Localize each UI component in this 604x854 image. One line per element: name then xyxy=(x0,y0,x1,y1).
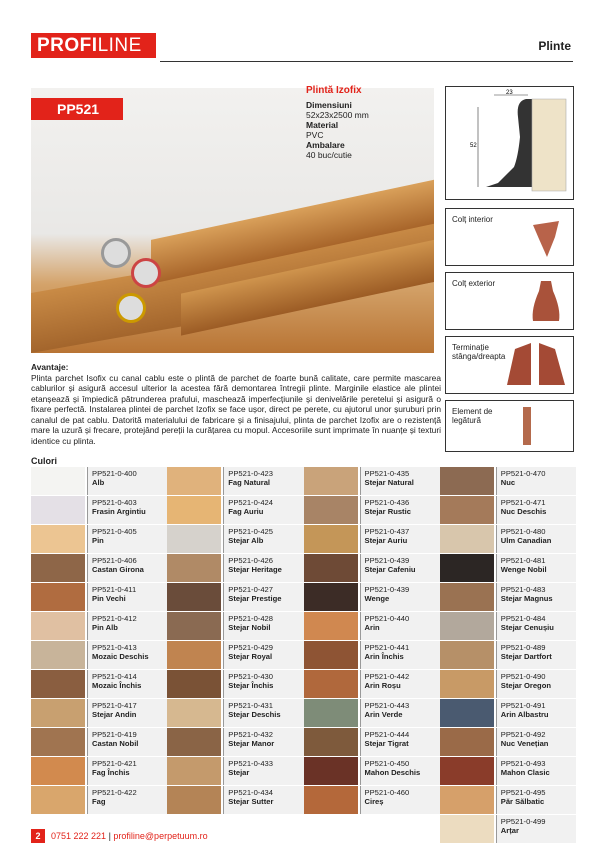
color-code: PP521-0-430 xyxy=(228,672,274,681)
color-swatch xyxy=(304,554,358,582)
color-swatch-item xyxy=(167,583,303,612)
color-caption xyxy=(87,612,167,640)
color-code: PP521-0-443 xyxy=(364,701,410,710)
color-swatch-item xyxy=(167,612,303,641)
packaging-value: 40 buc/cutie xyxy=(306,150,352,160)
color-caption xyxy=(496,728,576,756)
color-swatch xyxy=(31,612,85,640)
accessory-inner-corner xyxy=(445,208,574,266)
color-swatch-item xyxy=(31,467,167,496)
color-code: PP521-0-495 xyxy=(500,788,546,797)
color-swatch xyxy=(304,467,358,495)
color-name: Nuc Venețian xyxy=(500,739,549,748)
color-caption xyxy=(496,670,576,698)
footer-separator: | xyxy=(106,831,114,841)
color-caption xyxy=(496,757,576,785)
color-code: PP521-0-405 xyxy=(92,527,137,536)
color-name: Pin Alb xyxy=(92,623,118,632)
color-swatch-item xyxy=(31,554,167,583)
color-code: PP521-0-491 xyxy=(500,701,546,710)
color-name: Fag xyxy=(92,797,106,806)
advantages-title: Avantaje: xyxy=(31,362,69,372)
color-name: Stejar Deschis xyxy=(228,710,281,719)
color-name: Arin Roșu xyxy=(364,681,401,690)
color-swatch-item xyxy=(31,641,167,670)
color-swatch-item xyxy=(304,728,440,757)
color-code: PP521-0-442 xyxy=(364,672,410,681)
color-code: PP521-0-432 xyxy=(228,730,274,739)
color-swatch-item xyxy=(304,583,440,612)
color-swatch-item xyxy=(440,670,576,699)
color-name: Alb xyxy=(92,478,105,487)
color-name: Stejar Auriu xyxy=(364,536,408,545)
color-name: Păr Sălbatic xyxy=(500,797,545,806)
color-swatch xyxy=(440,525,494,553)
color-swatch-item xyxy=(31,496,167,525)
color-caption xyxy=(360,786,440,814)
color-swatch xyxy=(304,583,358,611)
color-swatch-item xyxy=(304,815,440,844)
color-swatch xyxy=(304,728,358,756)
color-swatch xyxy=(440,641,494,669)
color-swatch-item xyxy=(31,525,167,554)
color-code: PP521-0-481 xyxy=(500,556,546,565)
color-caption xyxy=(87,786,167,814)
color-name: Stejar xyxy=(228,768,250,777)
color-name: Stejar Cenușiu xyxy=(500,623,554,632)
end-cap-icon xyxy=(505,341,567,389)
color-name: Pin xyxy=(92,536,104,545)
color-swatch xyxy=(31,467,85,495)
footer xyxy=(31,829,208,843)
outer-corner-icon xyxy=(529,279,563,325)
product-code-badge: PP521 xyxy=(31,98,123,120)
color-code: PP521-0-413 xyxy=(92,643,137,652)
brand-bold: PROFI xyxy=(37,35,98,56)
color-code: PP521-0-422 xyxy=(92,788,137,797)
color-swatch-item xyxy=(31,699,167,728)
color-name: Wenge xyxy=(364,594,390,603)
product-info xyxy=(306,86,436,160)
color-name: Stejar Heritage xyxy=(228,565,282,574)
dimensions-value: 52x23x2500 mm xyxy=(306,110,369,120)
color-swatch-item xyxy=(31,612,167,641)
color-code: PP521-0-480 xyxy=(500,527,546,536)
color-code: PP521-0-490 xyxy=(500,672,546,681)
color-swatch-item xyxy=(167,786,303,815)
brand-thin: LINE xyxy=(97,35,142,56)
color-swatch-item xyxy=(167,728,303,757)
color-name: Cireș xyxy=(364,797,384,806)
color-swatch xyxy=(304,641,358,669)
color-caption xyxy=(496,525,576,553)
color-swatch-item xyxy=(440,815,576,844)
color-swatch xyxy=(440,554,494,582)
color-code: PP521-0-417 xyxy=(92,701,137,710)
color-swatch-item xyxy=(167,525,303,554)
color-name: Fag Închis xyxy=(92,768,130,777)
color-swatch xyxy=(167,641,221,669)
color-swatch-item xyxy=(440,641,576,670)
photo-cable xyxy=(131,258,161,288)
color-caption xyxy=(496,467,576,495)
color-name: Stejar Alb xyxy=(228,536,264,545)
color-swatch-item xyxy=(304,786,440,815)
color-name: Stejar Nobil xyxy=(228,623,271,632)
color-code: PP521-0-441 xyxy=(364,643,410,652)
color-caption xyxy=(87,583,167,611)
color-swatch-item xyxy=(167,496,303,525)
color-swatch xyxy=(31,786,85,814)
color-caption xyxy=(223,467,303,495)
color-swatch xyxy=(167,583,221,611)
color-caption xyxy=(496,583,576,611)
color-swatch-item xyxy=(167,467,303,496)
color-code: PP521-0-419 xyxy=(92,730,137,739)
color-name: Nuc Deschis xyxy=(500,507,547,516)
color-swatch xyxy=(167,496,221,524)
color-swatch-item xyxy=(440,467,576,496)
color-code: PP521-0-435 xyxy=(364,469,410,478)
color-swatch xyxy=(31,525,85,553)
drawing-width: 23 xyxy=(506,90,513,96)
color-code: PP521-0-492 xyxy=(500,730,546,739)
color-swatch-item xyxy=(167,641,303,670)
color-caption xyxy=(496,554,576,582)
color-name: Stejar Andin xyxy=(92,710,137,719)
color-code: PP521-0-406 xyxy=(92,556,137,565)
color-swatch xyxy=(167,554,221,582)
color-code: PP521-0-425 xyxy=(228,527,274,536)
color-swatch-item xyxy=(304,525,440,554)
color-code: PP521-0-429 xyxy=(228,643,274,652)
accessory-outer-corner xyxy=(445,272,574,330)
color-code: PP521-0-499 xyxy=(500,817,546,826)
color-caption xyxy=(360,757,440,785)
color-caption xyxy=(496,786,576,814)
color-name: Mozaic Deschis xyxy=(92,652,149,661)
color-swatch xyxy=(304,612,358,640)
accessory-connector xyxy=(445,400,574,452)
advantages-block xyxy=(31,362,441,446)
color-swatch xyxy=(304,786,358,814)
color-swatch-item xyxy=(167,757,303,786)
color-swatch xyxy=(440,612,494,640)
color-swatch-item xyxy=(304,496,440,525)
color-name: Arin Verde xyxy=(364,710,403,719)
color-name: Castan Girona xyxy=(92,565,144,574)
accessory-shape xyxy=(533,221,559,257)
inner-corner-icon xyxy=(529,219,563,259)
color-caption xyxy=(496,815,576,843)
color-name: Stejar Manor xyxy=(228,739,275,748)
product-name: Plintă Izofix xyxy=(306,85,362,96)
color-caption xyxy=(360,699,440,727)
accessory-label: Element de legătură xyxy=(452,407,493,425)
color-swatch-grid xyxy=(31,467,576,844)
color-code: PP521-0-437 xyxy=(364,527,410,536)
color-code: PP521-0-412 xyxy=(92,614,137,623)
color-name: Stejar Închis xyxy=(228,681,274,690)
color-code: PP521-0-489 xyxy=(500,643,546,652)
color-name: Frasin Argintiu xyxy=(92,507,146,516)
color-caption xyxy=(87,728,167,756)
color-code: PP521-0-493 xyxy=(500,759,546,768)
color-name: Mozaic Închis xyxy=(92,681,142,690)
color-swatch-item xyxy=(304,670,440,699)
color-code: PP521-0-436 xyxy=(364,498,410,507)
color-swatch xyxy=(440,815,494,843)
page-title: Plinte xyxy=(538,39,571,53)
color-swatch xyxy=(31,641,85,669)
color-caption xyxy=(360,612,440,640)
color-swatch-item xyxy=(304,554,440,583)
dimensions-label: Dimensiuni xyxy=(306,100,352,110)
color-swatch xyxy=(440,757,494,785)
color-code: PP521-0-423 xyxy=(228,469,274,478)
color-code: PP521-0-411 xyxy=(92,585,137,594)
color-code: PP521-0-428 xyxy=(228,614,274,623)
color-code: PP521-0-444 xyxy=(364,730,410,739)
color-swatch xyxy=(440,670,494,698)
colors-title: Culori xyxy=(31,456,57,466)
color-code: PP521-0-421 xyxy=(92,759,137,768)
color-swatch xyxy=(31,583,85,611)
color-swatch xyxy=(31,554,85,582)
color-swatch-item xyxy=(440,699,576,728)
color-swatch xyxy=(31,699,85,727)
color-swatch xyxy=(167,786,221,814)
color-caption xyxy=(223,728,303,756)
color-caption xyxy=(223,641,303,669)
color-caption xyxy=(87,757,167,785)
color-caption xyxy=(87,496,167,524)
color-swatch xyxy=(304,525,358,553)
color-swatch-item xyxy=(167,699,303,728)
color-code: PP521-0-403 xyxy=(92,498,137,507)
color-name: Stejar Dartfort xyxy=(500,652,552,661)
color-caption xyxy=(87,670,167,698)
color-swatch xyxy=(31,728,85,756)
color-code: PP521-0-414 xyxy=(92,672,137,681)
color-swatch xyxy=(31,670,85,698)
color-swatch xyxy=(31,757,85,785)
color-swatch-item xyxy=(31,757,167,786)
color-code: PP521-0-400 xyxy=(92,469,137,478)
color-swatch-item xyxy=(167,554,303,583)
color-swatch-item xyxy=(440,786,576,815)
color-name: Nuc xyxy=(500,478,516,487)
phone-number: 0751 222 221 xyxy=(51,831,107,841)
color-caption xyxy=(360,496,440,524)
color-name: Arin Închis xyxy=(364,652,404,661)
color-caption xyxy=(87,554,167,582)
color-swatch xyxy=(167,612,221,640)
color-swatch xyxy=(167,699,221,727)
color-name: Stejar Sutter xyxy=(228,797,274,806)
color-caption xyxy=(223,786,303,814)
page-number: 2 xyxy=(31,829,45,843)
color-swatch-item xyxy=(31,583,167,612)
color-code: PP521-0-483 xyxy=(500,585,546,594)
color-name: Arțar xyxy=(500,826,519,835)
color-name: Mahon Deschis xyxy=(364,768,421,777)
accessory-label: Terminație stânga/dreapta xyxy=(452,343,506,361)
color-swatch-item xyxy=(440,612,576,641)
color-name: Stejar Magnus xyxy=(500,594,553,603)
color-swatch xyxy=(167,757,221,785)
color-caption xyxy=(496,699,576,727)
color-swatch xyxy=(440,699,494,727)
color-swatch xyxy=(167,467,221,495)
color-code: PP521-0-440 xyxy=(364,614,410,623)
color-caption xyxy=(360,554,440,582)
color-swatch xyxy=(304,757,358,785)
color-swatch-item xyxy=(304,757,440,786)
accessory-label: Colț interior xyxy=(452,215,493,224)
color-swatch-item xyxy=(304,699,440,728)
accessory-end-cap xyxy=(445,336,574,394)
color-name: Stejar Royal xyxy=(228,652,273,661)
accessory-shape xyxy=(507,343,565,385)
accessory-shape xyxy=(523,407,531,445)
color-swatch xyxy=(304,670,358,698)
color-swatch-item xyxy=(440,728,576,757)
color-code: PP521-0-484 xyxy=(500,614,546,623)
color-name: Arin xyxy=(364,623,380,632)
color-code: PP521-0-450 xyxy=(364,759,410,768)
color-caption xyxy=(223,583,303,611)
color-name: Arin Albastru xyxy=(500,710,549,719)
color-caption xyxy=(496,496,576,524)
color-swatch xyxy=(167,525,221,553)
color-swatch xyxy=(31,496,85,524)
color-name: Mahon Clasic xyxy=(500,768,550,777)
connector-icon xyxy=(519,405,535,449)
color-swatch-item xyxy=(167,670,303,699)
color-caption xyxy=(360,525,440,553)
color-swatch-item xyxy=(31,670,167,699)
color-caption xyxy=(360,728,440,756)
color-code: PP521-0-471 xyxy=(500,498,546,507)
color-caption xyxy=(87,467,167,495)
color-caption xyxy=(87,525,167,553)
color-swatch xyxy=(304,699,358,727)
color-caption xyxy=(360,670,440,698)
color-code: PP521-0-433 xyxy=(228,759,274,768)
header-divider xyxy=(160,61,573,62)
color-name: Stejar Natural xyxy=(364,478,414,487)
color-swatch-item xyxy=(31,786,167,815)
color-caption xyxy=(496,641,576,669)
color-caption xyxy=(87,699,167,727)
color-name: Castan Nobil xyxy=(92,739,139,748)
color-swatch-item xyxy=(304,612,440,641)
color-name: Fag Natural xyxy=(228,478,271,487)
profile-drawing xyxy=(446,87,573,199)
material-label: Material xyxy=(306,120,339,130)
color-swatch xyxy=(440,467,494,495)
brand-logo xyxy=(31,33,156,58)
color-name: Wenge Nobil xyxy=(500,565,547,574)
color-code: PP521-0-439 xyxy=(364,585,410,594)
color-code: PP521-0-460 xyxy=(364,788,410,797)
color-code: PP521-0-431 xyxy=(228,701,274,710)
color-swatch-item xyxy=(440,554,576,583)
color-swatch-item xyxy=(440,583,576,612)
color-caption xyxy=(223,699,303,727)
color-swatch-item xyxy=(304,641,440,670)
color-caption xyxy=(223,612,303,640)
color-swatch xyxy=(167,670,221,698)
color-swatch-item xyxy=(440,757,576,786)
color-caption xyxy=(360,467,440,495)
color-caption xyxy=(496,612,576,640)
color-code: PP521-0-426 xyxy=(228,556,274,565)
color-name: Stejar Rustic xyxy=(364,507,411,516)
color-code: PP521-0-439 xyxy=(364,556,410,565)
color-code: PP521-0-434 xyxy=(228,788,274,797)
color-name: Stejar Cafeniu xyxy=(364,565,416,574)
color-caption xyxy=(223,525,303,553)
color-code: PP521-0-470 xyxy=(500,469,546,478)
color-name: Stejar Tigrat xyxy=(364,739,409,748)
color-name: Pin Vechi xyxy=(92,594,126,603)
color-swatch xyxy=(440,786,494,814)
color-caption xyxy=(360,641,440,669)
photo-cable xyxy=(101,238,131,268)
color-caption xyxy=(223,670,303,698)
color-caption xyxy=(223,496,303,524)
color-swatch-item xyxy=(440,496,576,525)
color-code: PP521-0-424 xyxy=(228,498,274,507)
color-swatch-item xyxy=(31,728,167,757)
color-caption xyxy=(223,757,303,785)
drawing-height: 52 xyxy=(470,143,477,149)
color-name: Stejar Oregon xyxy=(500,681,551,690)
color-caption xyxy=(87,641,167,669)
color-name: Ulm Canadian xyxy=(500,536,552,545)
technical-drawing xyxy=(445,86,574,200)
color-swatch xyxy=(304,496,358,524)
color-swatch xyxy=(440,728,494,756)
color-code: PP521-0-427 xyxy=(228,585,274,594)
color-swatch xyxy=(167,728,221,756)
email-link[interactable]: profiline@perpetuum.ro xyxy=(113,831,208,841)
color-caption xyxy=(223,554,303,582)
packaging-label: Ambalare xyxy=(306,140,345,150)
color-caption xyxy=(360,583,440,611)
color-name: Stejar Prestige xyxy=(228,594,282,603)
material-value: PVC xyxy=(306,130,324,140)
advantages-text: Plinta parchet Isofix cu canal cablu este o plintă de parchet de foarte bună calitate, care permite mascarea cablurilor și asigură accesul ulterior la acestea fără demontarea întregii plinte. Marginile elastice ale plintei etanșează și împiedică pătrunderea prafului, maschează imperfecțiunile și denivelările peretelui și asigură o fixare perfectă. Instalarea plintei de parchet Izofix se face ușor, direct pe perete, cu ajutorul unor șuruburi prin canalul de pat cablu. Datorită materialului de fabricare și a finisajului, plinta de parchet Izofix are o rezistență mare la uzură și frecare, protejând pereții la curățarea cu mopul. Accesoriile sunt imprimate în nuanțe și texturi identice cu plinta. xyxy=(31,372,441,446)
photo-cable xyxy=(116,293,146,323)
color-swatch xyxy=(440,583,494,611)
color-name: Fag Auriu xyxy=(228,507,264,516)
accessory-shape xyxy=(533,281,560,321)
color-swatch-item xyxy=(440,525,576,554)
accessory-label: Colț exterior xyxy=(452,279,496,288)
color-swatch-item xyxy=(304,467,440,496)
color-swatch xyxy=(440,496,494,524)
